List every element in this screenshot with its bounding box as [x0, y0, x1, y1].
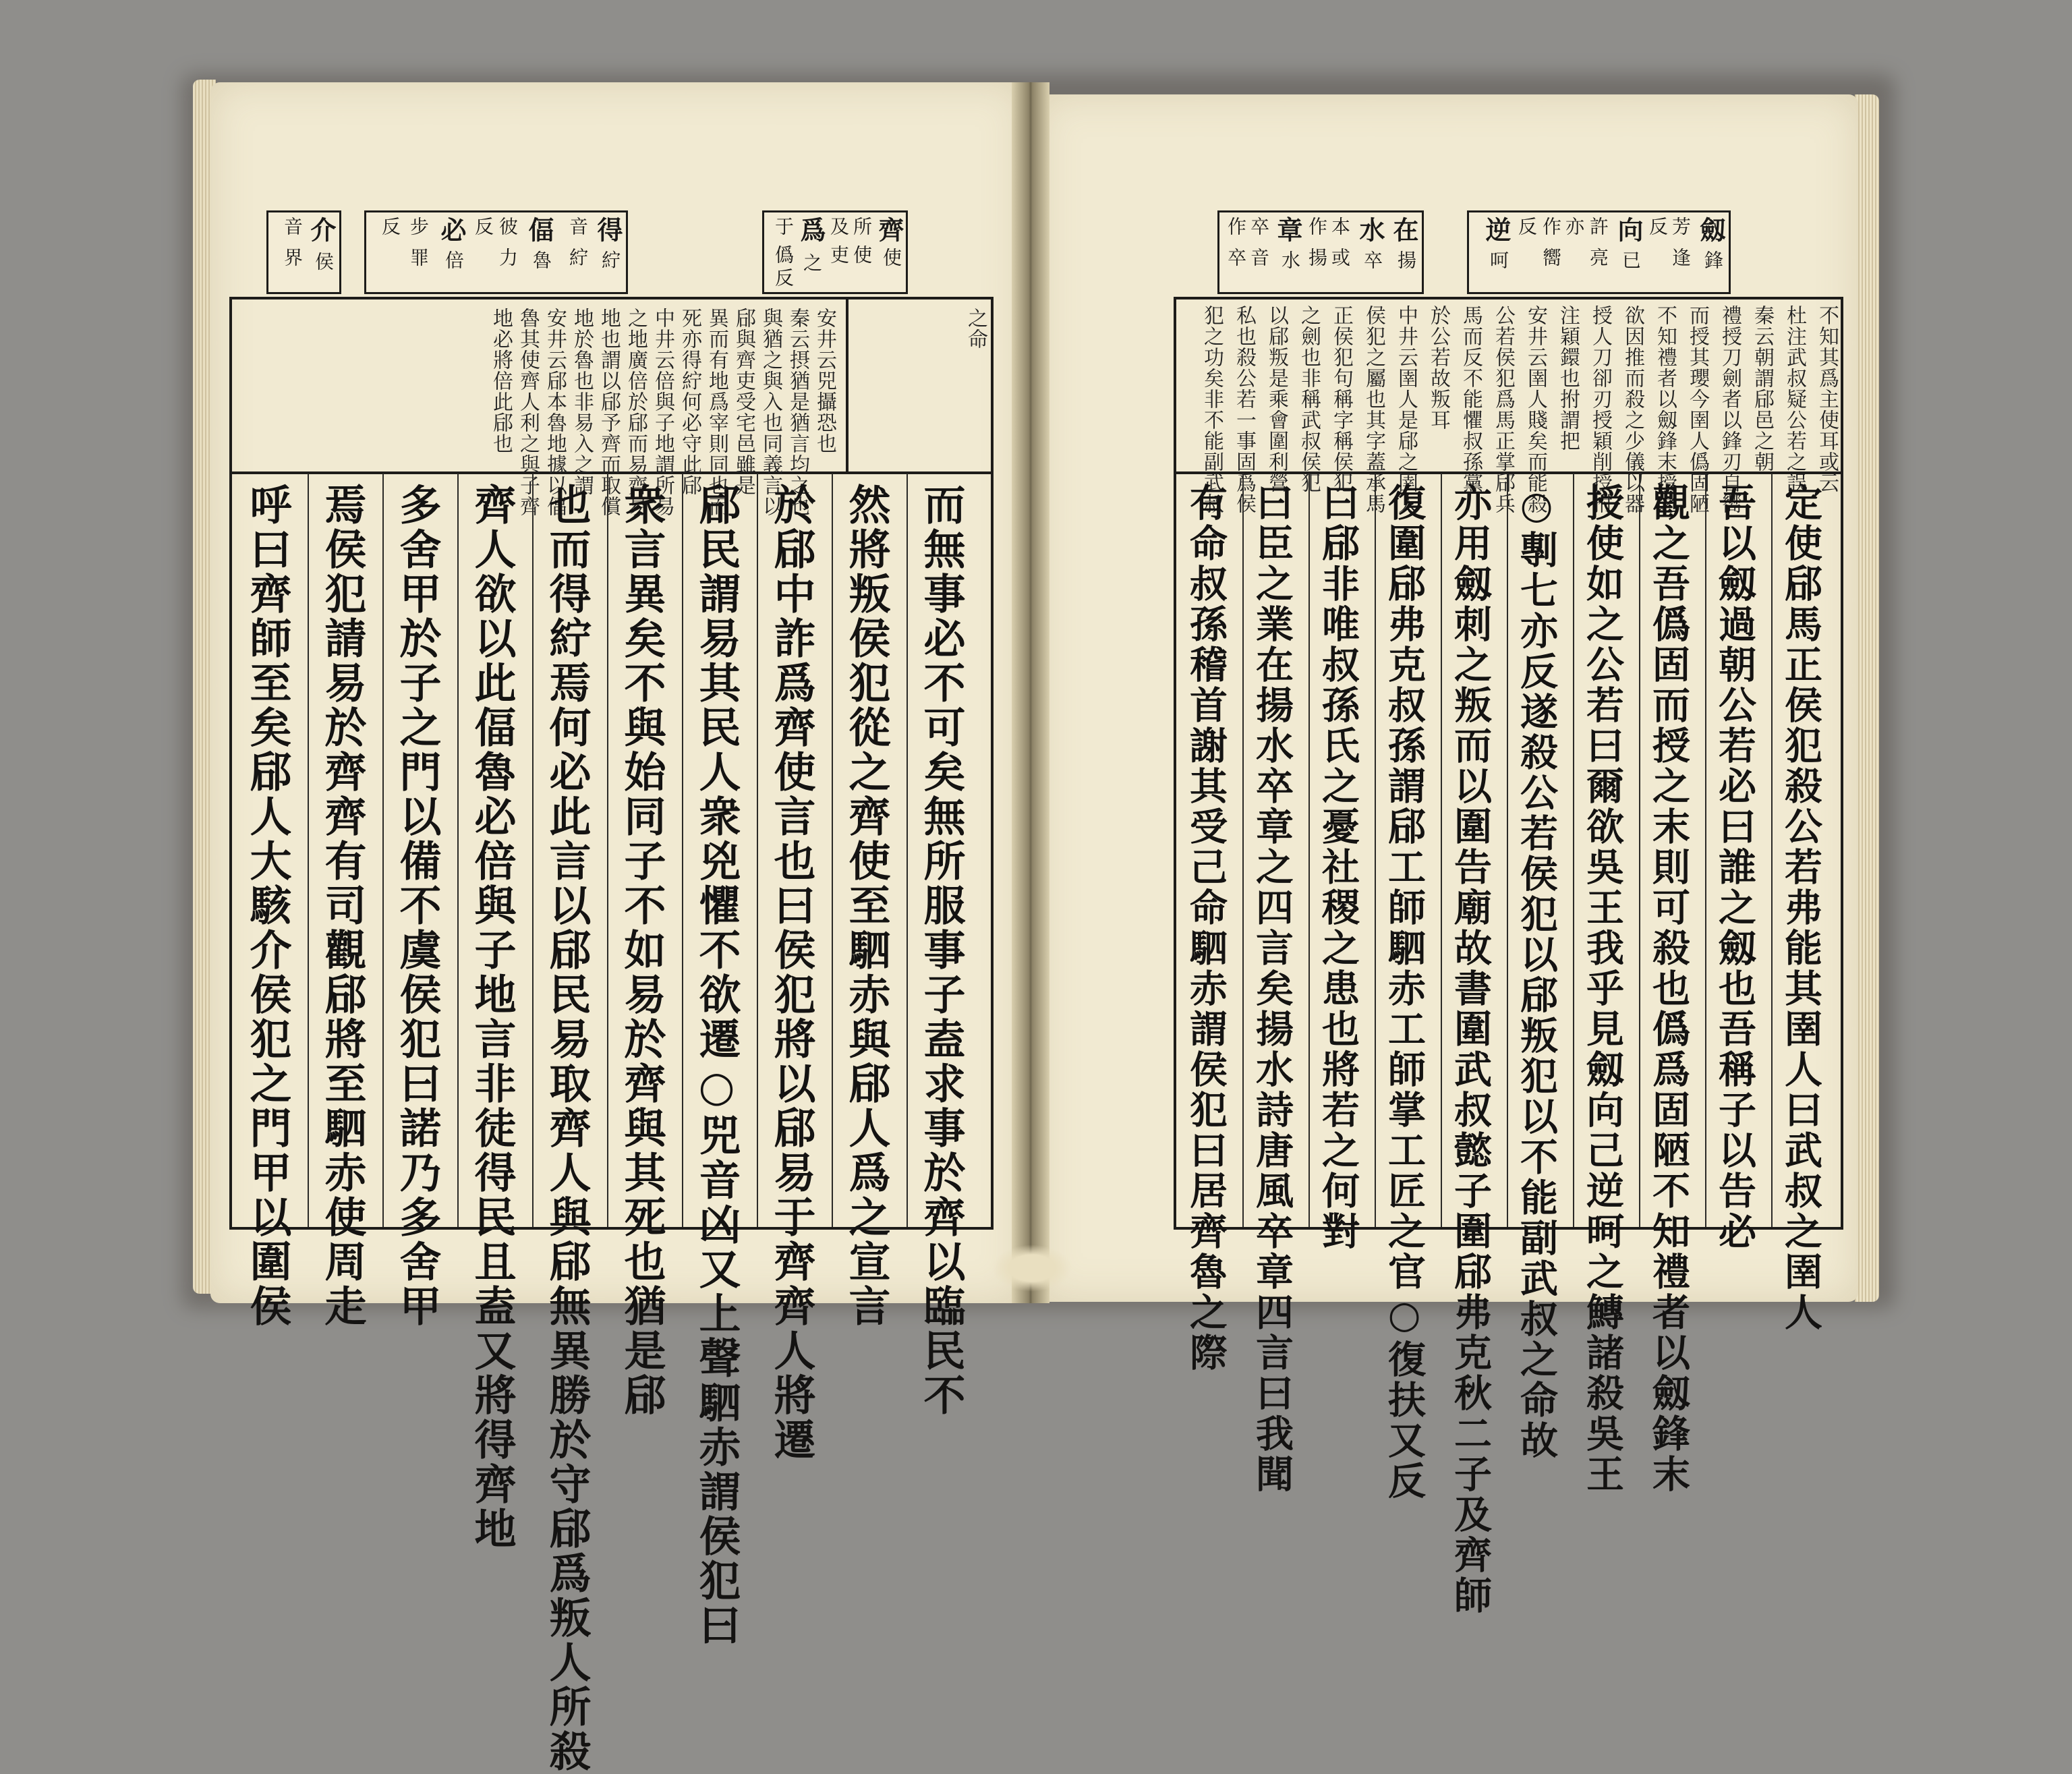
- top-note: 禮授刀劍者以鋒刃自嚮: [1718, 305, 1742, 514]
- left-gloss-box-1: [762, 210, 908, 294]
- gloss-head: 作: [1225, 217, 1247, 235]
- right-gloss-box-1: [1467, 210, 1731, 294]
- gloss-head: 反: [1516, 217, 1538, 235]
- column-rule: [1639, 474, 1640, 1227]
- gloss-sub: 亮: [1587, 248, 1609, 266]
- main-text-column: 郈民謂易其民人衆兇懼不欲遷○兕音凶又上聲駟赤謂侯犯曰: [692, 483, 741, 1648]
- column-rule: [308, 474, 309, 1227]
- page-edges-right: [1855, 94, 1879, 1302]
- gloss-head: 步: [407, 217, 430, 235]
- gloss-sub: 揚: [1395, 250, 1417, 269]
- column-rule: [607, 474, 608, 1227]
- top-note: 地於魯也非易入之謂: [570, 308, 594, 496]
- main-text-column: 多舍甲於子之門以備不虞侯犯曰諾乃多舍甲: [393, 483, 442, 1329]
- main-text-column: 衆言異矣不與始同子不如易於齊與其死也猶是郈: [617, 483, 666, 1418]
- top-note: 異而有地爲宰則同也而: [705, 308, 728, 517]
- gloss-head: 許: [1587, 217, 1609, 235]
- top-note: 安井云兕攝恐也: [813, 308, 836, 454]
- gloss-head: 向: [1613, 217, 1644, 242]
- top-note: 之命: [964, 308, 987, 349]
- main-text-column: 定使郈馬正侯犯殺公若弗能其圉人曰武叔之圉人: [1779, 483, 1823, 1333]
- gloss-head: 于: [772, 217, 795, 235]
- gloss-head: 作: [1540, 217, 1562, 235]
- column-rule: [1705, 474, 1706, 1227]
- gloss-head: 反: [472, 217, 494, 235]
- top-note: 地也謂以郈予齊而取償: [597, 308, 621, 517]
- top-note: 魯其使齊人利之與子齊: [516, 308, 540, 517]
- gloss-head: 介: [306, 217, 337, 242]
- left-text-frame: [229, 297, 994, 1774]
- gloss-head: 章: [1273, 217, 1303, 242]
- gloss-sub: 音: [1248, 248, 1270, 266]
- main-text-column: 亦用劔刺之叛而以圍告廟故書圍武叔懿子圍郈弗克秋二子及齊師: [1448, 483, 1493, 1616]
- gloss-sub: 界: [281, 248, 304, 266]
- top-note: 不知其爲主使耳或云: [1815, 305, 1839, 493]
- gloss-sub: 已: [1619, 250, 1642, 269]
- top-note: 地必將倍此郈也: [489, 308, 513, 454]
- top-note: 以郈叛是乘會圍利營: [1265, 305, 1288, 493]
- gloss-sub: 呵: [1487, 250, 1509, 269]
- top-note: 中井云圉人是郈之圉人: [1394, 305, 1418, 514]
- main-text-column: 焉侯犯請易於齊齊有司觀郈將至駟赤使周走: [318, 483, 367, 1329]
- column-rule: [1242, 474, 1244, 1227]
- main-text-column: 而無事必不可矣無所服事子盍求事於齊以臨民不: [917, 483, 966, 1418]
- main-text-column: 吾以劔過朝公若必曰誰之劔也吾稱子以告必: [1713, 483, 1757, 1252]
- gloss-head: 反: [772, 268, 795, 287]
- book-gutter: [1012, 82, 1049, 1303]
- column-rule: [1507, 474, 1508, 1227]
- gloss-sub: 水: [1279, 250, 1301, 269]
- main-text-column: 觀之吾僞固而授之末則可殺也僞爲固陋不知禮者以劔鋒末: [1646, 483, 1691, 1495]
- gloss-head: 音: [281, 217, 304, 235]
- gloss-head: 所: [851, 217, 873, 235]
- gloss-head: 必: [436, 217, 467, 242]
- top-note: 正侯犯句稱字稱侯犯: [1329, 305, 1353, 493]
- gloss-sub: 倍: [442, 250, 465, 269]
- column-rule: [757, 474, 758, 1227]
- main-text-column: 也而得紵焉何必此言以郈民易取齊人與郈無異勝於守郈爲叛人所殺: [542, 483, 592, 1774]
- column-rule: [906, 474, 908, 1227]
- main-text-column: 曰郈非唯叔孫氏之憂社稷之患也將若之何對: [1316, 483, 1360, 1252]
- column-rule: [532, 474, 534, 1227]
- top-note: 私也殺公若一事固爲侯: [1232, 305, 1256, 514]
- main-text-column: 齊人欲以此偪魯必倍與子地言非徒得民且盍又將得齊地: [467, 483, 517, 1551]
- gloss-sub: 侯: [312, 252, 335, 270]
- top-note: 郈與齊吏受宅邑雖是: [732, 308, 755, 496]
- main-text-column: ○剸七亦反遂殺公若侯犯以郈叛犯以不能副武叔之命故: [1514, 483, 1559, 1461]
- main-text-column: 有命叔孫稽首謝其受己命駟赤謂侯犯曰居齊魯之際: [1184, 483, 1228, 1373]
- gloss-head: 得: [593, 217, 623, 242]
- gloss-sub: 卒: [1361, 250, 1383, 269]
- top-note: 之劍也非稱武叔侯犯: [1297, 305, 1321, 493]
- gloss-head: 逆: [1481, 217, 1512, 242]
- gloss-head: 偪: [524, 217, 554, 242]
- right-text-frame: [1174, 297, 1843, 1616]
- gloss-head: 彼: [496, 217, 519, 235]
- gloss-sub: 鋒: [1702, 250, 1724, 269]
- gloss-sub: 之: [801, 253, 823, 272]
- column-rule: [832, 474, 833, 1227]
- frame-divider-vertical: [846, 299, 848, 471]
- gloss-head: 爲: [796, 217, 826, 242]
- gloss-sub: 使: [851, 245, 873, 264]
- column-rule: [1308, 474, 1310, 1227]
- column-rule: [1573, 474, 1574, 1227]
- column-rule: [457, 474, 459, 1227]
- top-note: 注穎鐶也拊謂把: [1556, 305, 1580, 451]
- top-note: 欲因推而殺之少儀以器: [1621, 305, 1644, 514]
- gloss-head: 芳: [1669, 217, 1692, 235]
- right-gloss-box-2: [1217, 210, 1424, 294]
- top-note: 秦云朝謂郈邑之朝: [1750, 305, 1774, 472]
- top-note: 而授其瓔今圉人僞固陋: [1686, 305, 1709, 514]
- top-note: 杜注武叔疑公若之誤: [1783, 305, 1806, 493]
- gloss-sub: 或: [1329, 248, 1351, 266]
- gloss-sub: 力: [496, 248, 519, 266]
- top-note: 不知禮者以劔鋒末授之: [1653, 305, 1677, 514]
- gloss-head: 劔: [1696, 217, 1726, 242]
- gloss-head: 音: [567, 217, 589, 235]
- top-note: 之地廣倍於郈而易齊易: [624, 308, 648, 517]
- column-rule: [1441, 474, 1442, 1227]
- top-note: 授人刀卻刃授穎削授拊: [1588, 305, 1612, 514]
- left-gloss-box-3: [266, 210, 341, 294]
- top-note: 與猶之與入也同義言以: [759, 308, 782, 517]
- top-note: 馬而反不能懼叔孫黨: [1459, 305, 1483, 493]
- top-note: 於公若故叛耳: [1427, 305, 1450, 430]
- gloss-head: 作: [1306, 217, 1328, 235]
- top-note: 安井云圉人賤矣而能殺: [1524, 305, 1547, 514]
- gloss-sub: 紵: [567, 248, 589, 266]
- gloss-sub: 吏: [828, 245, 850, 264]
- top-note: 公若侯犯爲馬正掌郈兵: [1491, 305, 1515, 514]
- gloss-sub: 嚮: [1540, 248, 1562, 266]
- gloss-head: 卒: [1248, 217, 1270, 235]
- main-text-column: 曰臣之業在揚水卒章之四言矣揚水詩唐風卒章四言曰我聞: [1250, 483, 1294, 1495]
- gloss-head: 亦: [1563, 217, 1585, 235]
- gloss-head: 在: [1389, 217, 1419, 242]
- main-text-column: 授使如之公若曰爾欲吳王我乎見劔向己逆呵之鱄諸殺吳王: [1580, 483, 1625, 1495]
- top-note: 死亦得紵何必守此郈: [678, 308, 701, 496]
- column-rule: [1375, 474, 1376, 1227]
- left-gloss-box-2: [364, 210, 628, 294]
- top-note: 安井云郈本魯地據以偪: [543, 308, 567, 517]
- gloss-sub: 紵: [599, 250, 621, 269]
- main-text-column: 然將叛侯犯從之齊使至駟赤與郈人爲之宣言: [842, 483, 891, 1329]
- top-note: 中井云倍與子地謂所易: [651, 308, 674, 517]
- main-text-column: 呼曰齊師至矣郈人大駭介侯犯之門甲以圍侯: [243, 483, 292, 1329]
- gloss-head: 反: [1646, 217, 1669, 235]
- main-text-column: 於郈中詐爲齊使言也曰侯犯將以郈易于齊齊人將遷: [767, 483, 816, 1462]
- main-text-column: 復圍郈弗克叔孫謂郈工師駟赤工師掌工匠之官○復扶又反: [1382, 483, 1427, 1501]
- gloss-head: 齊: [874, 217, 904, 242]
- column-rule: [382, 474, 384, 1227]
- gloss-sub: 僞: [772, 245, 795, 264]
- column-rule: [1771, 474, 1773, 1227]
- frayed-binding-threads: [991, 1244, 1072, 1292]
- gloss-sub: 卒: [1225, 248, 1247, 266]
- top-note: 秦云摂猶是猶言均之也: [786, 308, 809, 517]
- top-note: 犯之功矣非不能副武叔: [1200, 305, 1224, 514]
- gloss-sub: 罪: [407, 248, 430, 266]
- gloss-head: 反: [379, 217, 401, 235]
- gloss-sub: 逢: [1669, 248, 1692, 266]
- gloss-sub: 魯: [530, 250, 552, 269]
- top-note: 侯犯之屬也其字蓋承馬: [1362, 305, 1385, 514]
- gloss-head: 本: [1329, 217, 1351, 235]
- gloss-head: 水: [1355, 217, 1385, 242]
- gloss-head: 及: [828, 217, 850, 235]
- gloss-sub: 揚: [1306, 248, 1328, 266]
- gloss-sub: 使: [880, 248, 902, 266]
- column-rule: [682, 474, 683, 1227]
